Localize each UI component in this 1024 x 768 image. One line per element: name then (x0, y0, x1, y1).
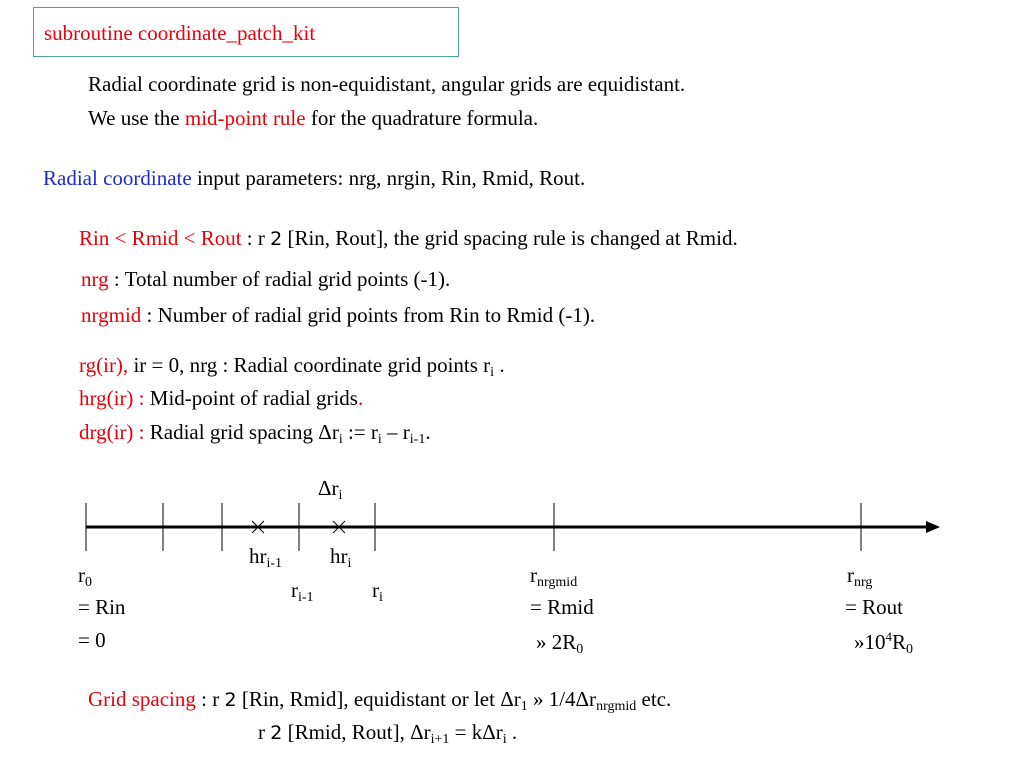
param-name-nrgmid: nrgmid (81, 303, 142, 327)
grid-spacing-line-2 (258, 719, 517, 746)
spacing-text-d: etc. (636, 687, 672, 711)
intro-text-2b: for the quadrature formula. (305, 106, 539, 130)
element-of-symbol: 2 (224, 689, 237, 711)
rnrg-eq-rout: = Rout (845, 595, 903, 619)
r-text: r (291, 578, 298, 602)
sub-0: 0 (576, 642, 584, 657)
element-of-symbol: 2 (270, 228, 283, 250)
rnrg-approx (854, 629, 913, 655)
delta-r-label (318, 475, 342, 501)
param-desc-nrg: : Total number of radial grid points (-1). (108, 267, 451, 291)
array-end-rg: . (494, 353, 505, 377)
spacing-text-a: : r (195, 687, 225, 711)
ri-1-label (291, 577, 314, 603)
array-end-drg: . (425, 420, 431, 444)
approx-text: »10 (854, 630, 886, 654)
array-desc-hrg: Mid-point of radial grids (144, 386, 358, 410)
sub-i-1: i-1 (298, 590, 314, 605)
array-desc-rg: ir = 0, nrg : Radial coordinate grid points r (128, 353, 491, 377)
intro-text-1: Radial coordinate grid is non-equidistant, angular grids are equidistant. (88, 72, 686, 96)
sub-nrgmid: nrgmid (537, 575, 578, 590)
array-desc-drg-a: Radial grid spacing Δr (144, 420, 339, 444)
array-name-hrg: hrg(ir) : (79, 386, 145, 410)
spacing2-text-c: = kΔr (449, 720, 503, 744)
sub-i: i (347, 556, 352, 571)
radial-heading-rest: input parameters: nrg, nrgin, Rin, Rmid, Rout. (191, 166, 586, 190)
array-desc-drg-b: := r (342, 420, 378, 444)
hr-text: hr (330, 544, 348, 568)
spacing2-text-b: [Rmid, Rout], Δr (282, 720, 431, 744)
r-text: r (78, 563, 85, 587)
sub-0: 0 (906, 642, 914, 657)
range-condition: Rin < Rmid < Rout (79, 226, 242, 250)
param-desc-nrgmid: : Number of radial grid points from Rin to Rmid (-1). (141, 303, 596, 327)
sub-i: i (502, 732, 507, 747)
element-of-symbol: 2 (270, 722, 283, 744)
array-dot-hrg: . (357, 386, 364, 410)
hr-text: hr (249, 544, 267, 568)
rnrgmid-approx (536, 629, 583, 655)
axis-arrowhead (926, 521, 940, 533)
sub-i-1: i-1 (266, 556, 283, 571)
r0-eq-zero: = 0 (78, 628, 106, 652)
array-name-drg: drg(ir) : (79, 420, 145, 444)
r-text: r (530, 563, 537, 587)
radial-coordinate-label: Radial coordinate (43, 166, 192, 190)
spacing-text-c: » 1/4Δr (527, 687, 597, 711)
sub-0: 0 (85, 575, 92, 590)
sub-i: i (379, 590, 383, 605)
delta-r-text: Δr (318, 476, 339, 500)
rnrgmid-eq-rmid: = Rmid (530, 595, 594, 619)
spacing2-text-a: r (258, 720, 271, 744)
array-desc-drg-c: – r (381, 420, 410, 444)
sup-4: 4 (885, 629, 892, 644)
approx-text: » 2R (536, 630, 577, 654)
r0-eq-rin: = Rin (78, 595, 126, 619)
hr-i-label (330, 543, 351, 569)
sub-i-plus-1: i+1 (430, 732, 450, 747)
sub-i-1: i-1 (409, 432, 426, 447)
grid-spacing-label: Grid spacing (88, 687, 196, 711)
sub-nrgmid: nrgmid (596, 699, 637, 714)
r0-label (78, 562, 92, 588)
slide-title: subroutine coordinate_patch_kit (44, 21, 316, 45)
sub-1: 1 (520, 699, 528, 714)
rnrgmid-label (530, 562, 577, 588)
sub-i: i (338, 432, 343, 447)
rnrg-label (847, 562, 872, 588)
spacing2-text-d: . (506, 720, 518, 744)
range-rest: [Rin, Rout], the grid spacing rule is changed at Rmid. (282, 226, 738, 250)
r-text: r (372, 578, 379, 602)
r-text: r (847, 563, 854, 587)
intro-text-2a: We use the (88, 106, 185, 130)
r-capital-text: R (892, 630, 907, 654)
range-mid: : r (241, 226, 271, 250)
grid-spacing-line-1 (88, 686, 671, 713)
sub-i: i (338, 488, 343, 503)
sub-i: i (377, 432, 382, 447)
ri-label (372, 577, 383, 603)
array-name-rg: rg(ir), (79, 353, 129, 377)
hr-i-1-label (249, 543, 282, 569)
spacing-text-b: [Rin, Rmid], equidistant or let Δr (236, 687, 521, 711)
param-name-nrg: nrg (81, 267, 109, 291)
sub-nrg: nrg (854, 575, 873, 590)
sub-i: i (490, 365, 495, 380)
mid-point-rule: mid-point rule (184, 106, 306, 130)
